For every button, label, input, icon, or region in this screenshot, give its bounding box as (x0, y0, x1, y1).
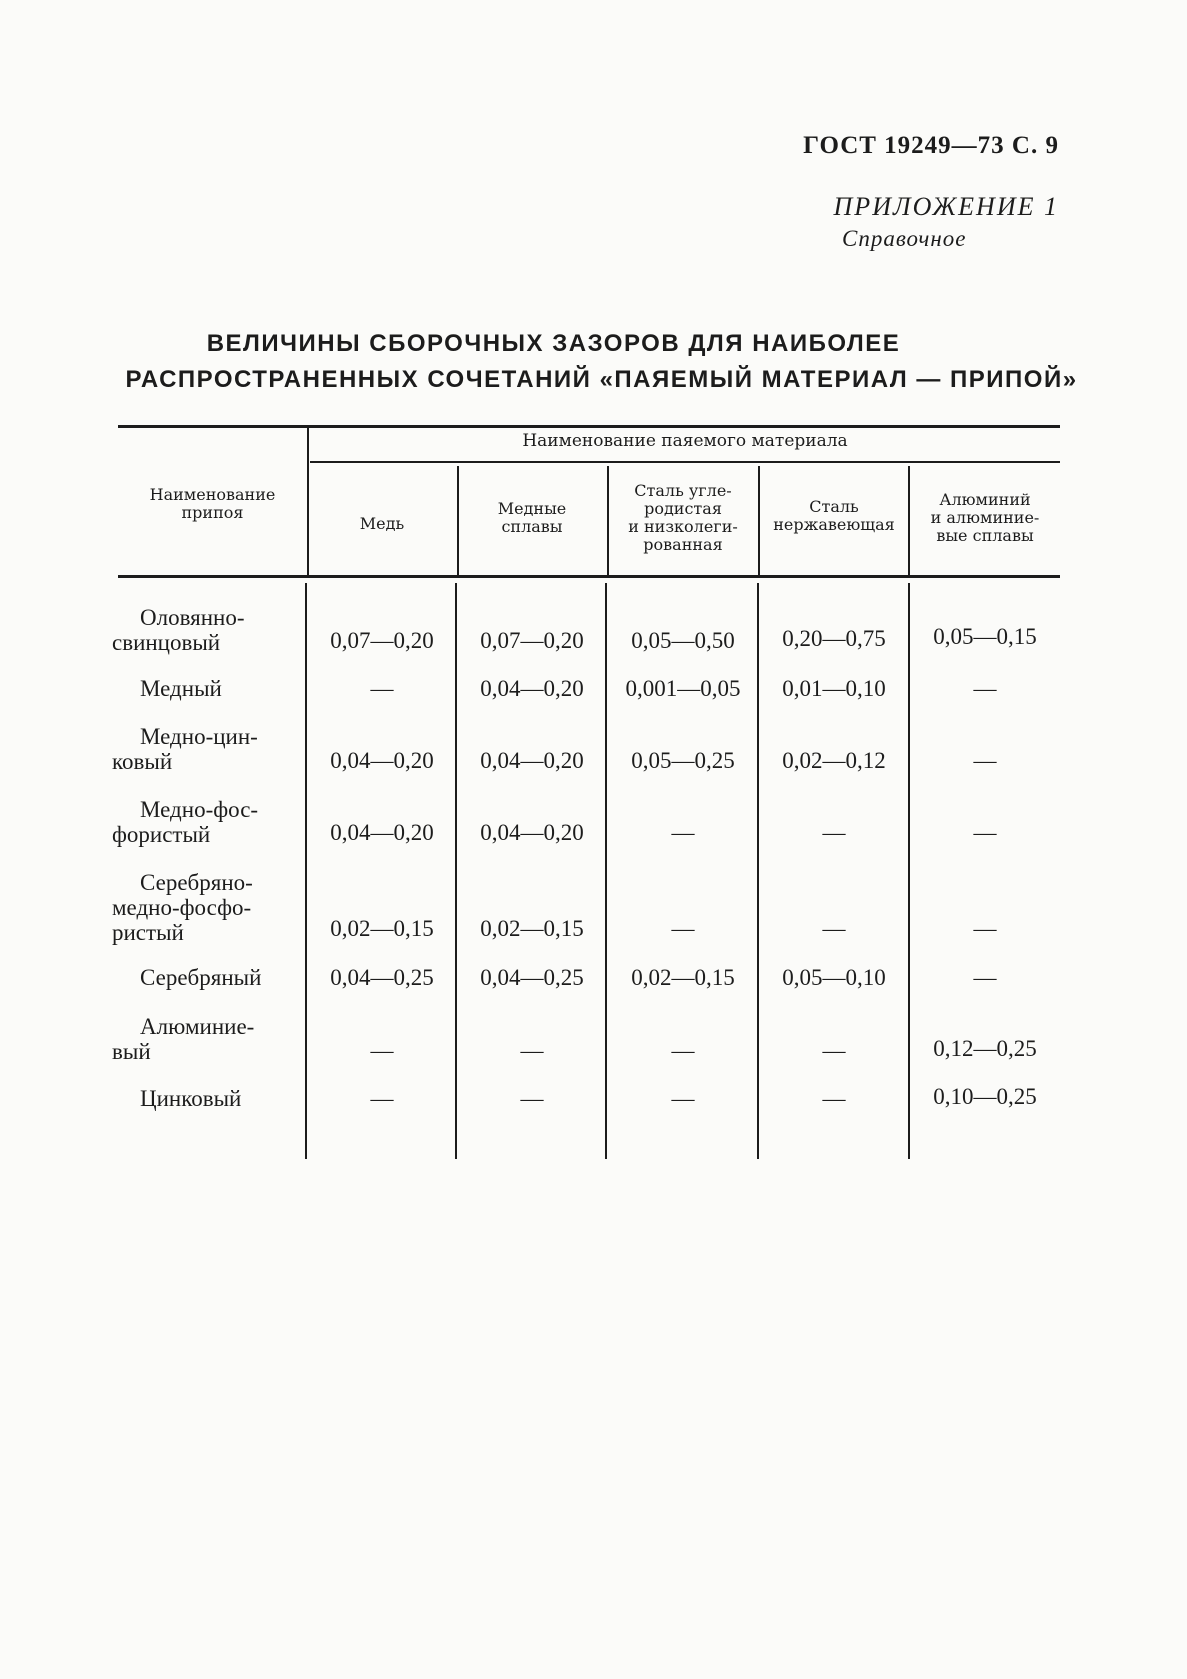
header-bottom-rule (118, 575, 1060, 578)
solder-name: Медно-фос- фористый (112, 797, 259, 847)
appendix-type: Справочное (842, 226, 967, 251)
gap-value: — (671, 916, 695, 941)
solder-name: Оловянно- свинцовый (112, 605, 245, 655)
gap-value: — (822, 916, 846, 941)
column-header: Медные сплавы (497, 499, 567, 536)
gap-value: — (822, 820, 846, 845)
gap-value: — (973, 820, 997, 845)
col-divider-body (757, 583, 759, 1159)
gap-value: 0,10—0,25 (933, 1084, 1037, 1109)
gap-value: 0,07—0,20 (480, 628, 584, 653)
gap-value: 0,05—0,10 (782, 965, 886, 990)
document-code: ГОСТ 19249—73 С. 9 (803, 132, 1059, 159)
gap-value: 0,04—0,20 (480, 820, 584, 845)
gap-value: — (370, 1038, 394, 1063)
gap-value: — (671, 1038, 695, 1063)
solder-name: Медный (140, 676, 222, 701)
solder-name: Медно-цин- ковый (112, 724, 258, 774)
gap-value: — (822, 1086, 846, 1111)
gap-value: — (822, 1038, 846, 1063)
col-divider-body (305, 583, 307, 1159)
gap-value: 0,12—0,25 (933, 1036, 1037, 1061)
gap-value: 0,02—0,15 (631, 965, 735, 990)
gap-value: 0,04—0,25 (330, 965, 434, 990)
column-header: Сталь нержавеющая (773, 497, 895, 534)
gap-value: 0,02—0,15 (330, 916, 434, 941)
gap-value: 0,04—0,20 (480, 676, 584, 701)
gap-value: 0,02—0,12 (782, 748, 886, 773)
gap-value: — (973, 965, 997, 990)
group-header: Наименование паяемого материала (522, 431, 848, 451)
solder-name: Алюминие- вый (112, 1014, 255, 1064)
row-header: Наименование припоя (149, 485, 276, 522)
solder-name: Серебряный (140, 965, 262, 990)
gap-value: — (520, 1086, 544, 1111)
group-header-rule (310, 461, 1060, 463)
column-header: Медь (359, 514, 405, 533)
gap-value: — (973, 676, 997, 701)
table-top-rule (118, 425, 1060, 428)
solder-name: Серебряно- медно-фосфо- ристый (112, 870, 253, 945)
column-header: Алюминий и алюминие- вые сплавы (930, 490, 1040, 545)
gap-value: 0,05—0,50 (631, 628, 735, 653)
gap-value: 0,04—0,20 (330, 820, 434, 845)
gap-value: 0,04—0,20 (330, 748, 434, 773)
gap-value: — (671, 820, 695, 845)
table-title-line-1: ВЕЛИЧИНЫ СБОРОЧНЫХ ЗАЗОРОВ ДЛЯ НАИБОЛЕЕ (206, 330, 901, 357)
gap-value: 0,05—0,15 (933, 624, 1037, 649)
gap-value: 0,04—0,20 (480, 748, 584, 773)
gap-value: — (370, 1086, 394, 1111)
gap-value: — (973, 748, 997, 773)
gap-value: 0,04—0,25 (480, 965, 584, 990)
gap-value: 0,20—0,75 (782, 626, 886, 651)
gap-value: 0,02—0,15 (480, 916, 584, 941)
appendix-label: ПРИЛОЖЕНИЕ 1 (833, 192, 1059, 221)
gap-value: 0,001—0,05 (625, 676, 741, 701)
table-title-line-2: РАСПРОСТРАНЕННЫХ СОЧЕТАНИЙ «ПАЯЕМЫЙ МАТЕРИАЛ — ПРИПОЙ» (125, 366, 1078, 393)
gap-value: 0,05—0,25 (631, 748, 735, 773)
column-header: Сталь угле- родистая и низколеги- рованная (628, 481, 738, 554)
col-divider-body (455, 583, 457, 1159)
solder-name: Цинковый (140, 1086, 242, 1111)
gap-value: — (671, 1086, 695, 1111)
gap-value: 0,01—0,10 (782, 676, 886, 701)
col-divider-body (908, 583, 910, 1159)
gap-value: — (520, 1038, 544, 1063)
col-divider-header (307, 428, 309, 575)
col-divider-body (605, 583, 607, 1159)
gap-value: 0,07—0,20 (330, 628, 434, 653)
gap-value: — (370, 676, 394, 701)
gap-value: — (973, 916, 997, 941)
